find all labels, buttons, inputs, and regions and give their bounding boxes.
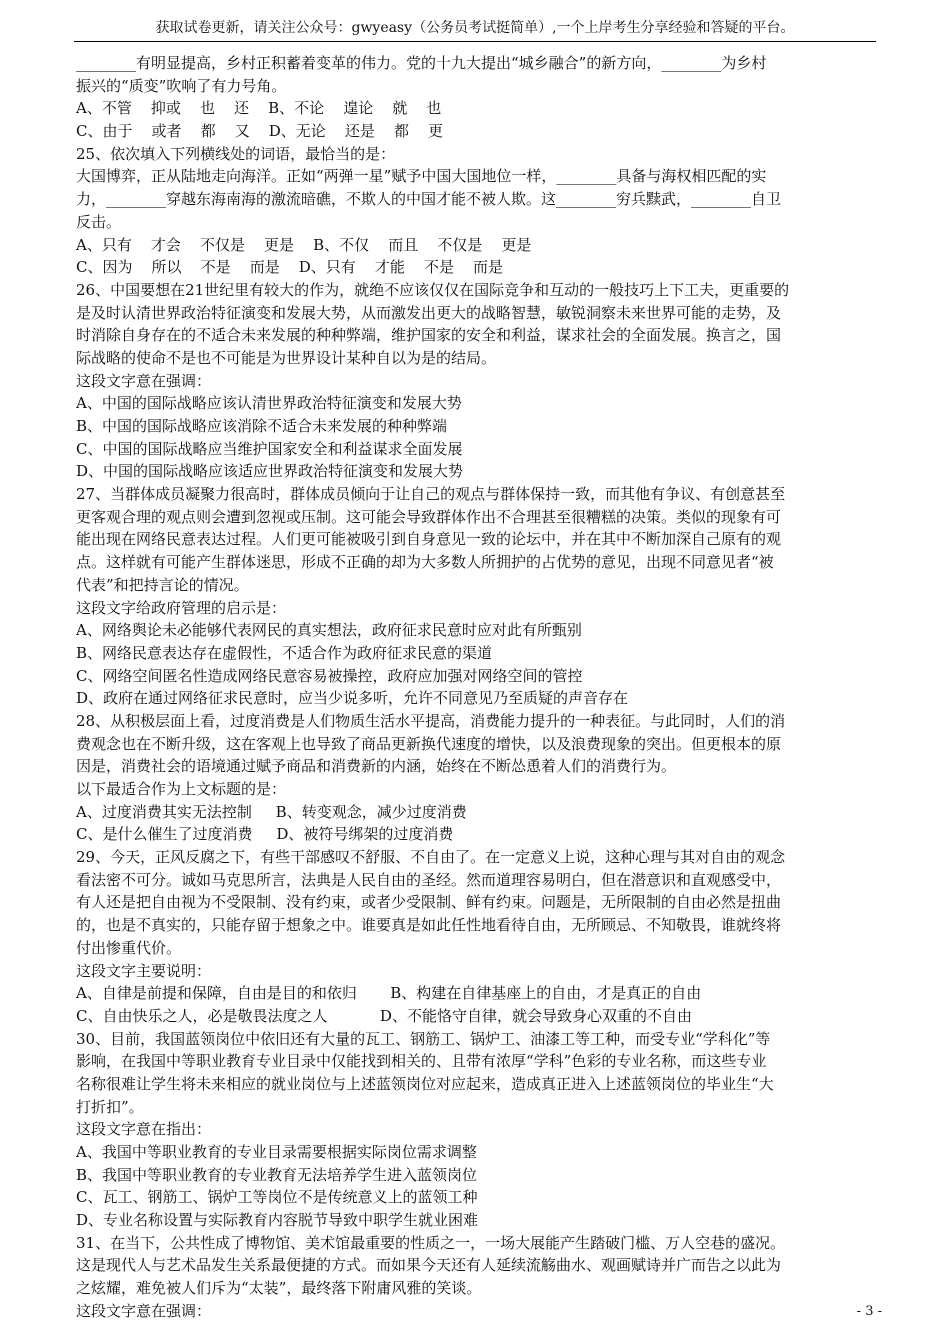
text-line: 的，也是不真实的，只能存留于想象之中。谁要真是如此任性地看待自由，无所顾忌、不知敬畏，谁就终将 [76,916,782,935]
text-line: 这是现代人与艺术品发生关系最便捷的方式。而如果今天还有人延续流觞曲水、观画赋诗并广而告之以此为 [76,1256,782,1275]
text-line: 31、在当下，公共性成了博物馆、美术馆最重要的性质之一，一场大展能产生踏破门槛、万人空巷的盛况。 [76,1233,786,1252]
text-line: 名称很难让学生将未来相应的就业岗位与上述蓝领岗位对应起来，造成真正进入上述蓝领岗位的毕业生“大 [76,1074,774,1093]
text-line: 29、今天，正风反腐之下，有些干部感叹不舒服、不自由了。在一定意义上说，这种心理与其对自由的观念 [76,848,786,867]
text-line: ________有明显提高，乡村正积蓄着变革的伟力。党的十九大提出“城乡融合”的新方向，________为乡村 [76,54,767,72]
text-line: 反击。 [76,212,122,231]
text-line: 更客观合理的观点则会遭到忽视或压制。这可能会导致群体作出不合理甚至很糟糕的决策。类似的现象有可 [76,507,782,526]
page-header: 获取试卷更新，请关注公众号：gwyeasy（公务员考试挺简单）,一个上岸考生分享经验和答疑的平台。 [155,20,795,36]
text-line: 影响，在我国中等职业教育专业目录中仅能找到相关的、且带有浓厚“学科”色彩的专业名称，而这些专业 [76,1052,767,1071]
text-line: 25、依次填入下列横线处的词语，最恰当的是： [76,144,396,163]
text-line: A、网络舆论未必能够代表网民的真实想法，政府征求民意时应对此有所甄别 [76,621,582,640]
text-line: A、只有 才会 不仅是 更是 B、不仅 而且 不仅是 更是 [76,235,532,254]
text-line: A、中国的国际战略应该认清世界政治特征演变和发展大势 [76,394,462,413]
document-body [76,52,876,1323]
text-line: A、自律是前提和保障，自由是目的和依归 B、构建在自律基座上的自由，才是真正的自由 [76,984,702,1003]
text-line: 费观念也在不断升级，这在客观上也导致了商品更新换代速度的增快，以及浪费现象的突出。但更根本的原 [76,734,782,753]
text-line: D、专业名称设置与实际教育内容脱节导致中职学生就业困难 [76,1211,479,1230]
text-line: 30、目前，我国蓝领岗位中依旧还有大量的瓦工、钢筋工、锅炉工、油漆工等工种，而受专业“学科化”等 [76,1029,771,1048]
text-line: 这段文字意在指出： [76,1120,212,1139]
text-line: 际战略的使命不是也不可能是为世界设计某种自以为是的结局。 [76,348,497,367]
text-line: 之炫耀，难免被人们斥为“太装”，最终落下附庸风雅的笑谈。 [76,1279,482,1298]
page-number: - 3 - [856,1304,882,1319]
text-line: 点。这样就有可能产生群体迷思，形成不正确的却为大多数人所拥护的占优势的意见，出现不同意见者“被 [76,553,774,572]
text-line: C、是什么催生了过度消费 D、被符号绑架的过度消费 [76,825,454,844]
text-line: 力，________穿越东海南海的激流暗礁，不欺人的中国才能不被人欺。这________穷兵黩武，________自卫 [76,190,782,209]
text-line: A、过度消费其实无法控制 B、转变观念，减少过度消费 [76,802,467,821]
text-line: B、中国的国际战略应该消除不适合未来发展的种种弊端 [76,417,448,435]
text-line: 能出现在网络民意表达过程。人们更可能被吸引到自身意见一致的论坛中，并在其中不断加深自己原有的观 [76,530,782,549]
text-line: B、我国中等职业教育的专业教育无法培养学生进入蓝领岗位 [76,1165,478,1184]
text-line: C、因为 所以 不是 而是 D、只有 才能 不是 而是 [76,258,504,277]
text-line: 是及时认清世界政治特征演变和发展大势，从而激发出更大的战略智慧，敏锐洞察未来世界可能的走势，及 [76,303,782,322]
text-line: 这段文字意在强调： [76,371,212,390]
text-line: 这段文字意在强调： [76,1301,212,1320]
header-divider [74,41,876,42]
text-line: C、自由快乐之人，必是敬畏法度之人 D、不能恪守自律，就会导致身心双重的不自由 [76,1006,692,1025]
text-line: C、瓦工、钢筋工、锅炉工等岗位不是传统意义上的蓝领工种 [76,1188,478,1207]
text-line: C、中国的国际战略应当维护国家安全和利益谋求全面发展 [76,439,463,458]
text-line: 有人还是把自由视为不受限制、没有约束，或者少受限制、鲜有约束。问题是，无所限制的自由必然是扭曲 [76,893,782,912]
text-line: C、由于 或者 都 又 D、无论 还是 都 更 [76,122,444,141]
text-line: 时消除自身存在的不适合未来发展的种种弊端，维护国家的安全和利益，谋求社会的全面发展。换言之，国 [76,326,782,345]
text-line: A、不管 抑或 也 还 B、不论 遑论 就 也 [76,99,442,118]
text-line: 振兴的“质变”吹响了有力号角。 [76,76,287,95]
text-line: 26、中国要想在21世纪里有较大的作为，就绝不应该仅仅在国际竞争和互动的一般技巧上下工夫，更重要的 [76,280,790,299]
text-line: 这段文字给政府管理的启示是： [76,598,287,617]
text-line: A、我国中等职业教育的专业目录需要根据实际岗位需求调整 [76,1143,477,1161]
text-line: C、网络空间匿名性造成网络民意容易被操控，政府应加强对网络空间的管控 [76,666,583,685]
text-line: 代表”和把持言论的情况。 [76,575,249,594]
text-line: 付出惨重代价。 [76,938,182,957]
text-line: B、网络民意表达存在虚假性，不适合作为政府征求民意的渠道 [76,643,493,662]
text-line: 以下最适合作为上文标题的是： [76,780,287,798]
text-line: 看法密不可分。诚如马克思所言，法典是人民自由的圣经。然而道理容易明白，但在潜意识和直观感受中， [76,870,782,889]
text-line: 27、当群体成员凝聚力很高时，群体成员倾向于让自己的观点与群体保持一致，而其他有争议、有创意甚至 [76,485,786,504]
text-line: D、政府在通过网络征求民意时，应当少说多听，允许不同意见乃至质疑的声音存在 [76,689,629,708]
text-line: D、中国的国际战略应该适应世界政治特征演变和发展大势 [76,462,464,481]
text-line: 28、从积极层面上看，过度消费是人们物质生活水平提高，消费能力提升的一种表征。与此同时，人们的消 [76,711,786,730]
text-line: 打折扣”。 [76,1097,144,1116]
text-line: 因是，消费社会的语境通过赋予商品和消费新的内涵，始终在不断怂恿着人们的消费行为。 [76,757,677,776]
text-line: 大国博弈，正从陆地走向海洋。正如“两弹一星”赋予中国大国地位一样，________具备与海权相匹配的实 [76,167,767,186]
text-line: 这段文字主要说明： [76,961,212,980]
